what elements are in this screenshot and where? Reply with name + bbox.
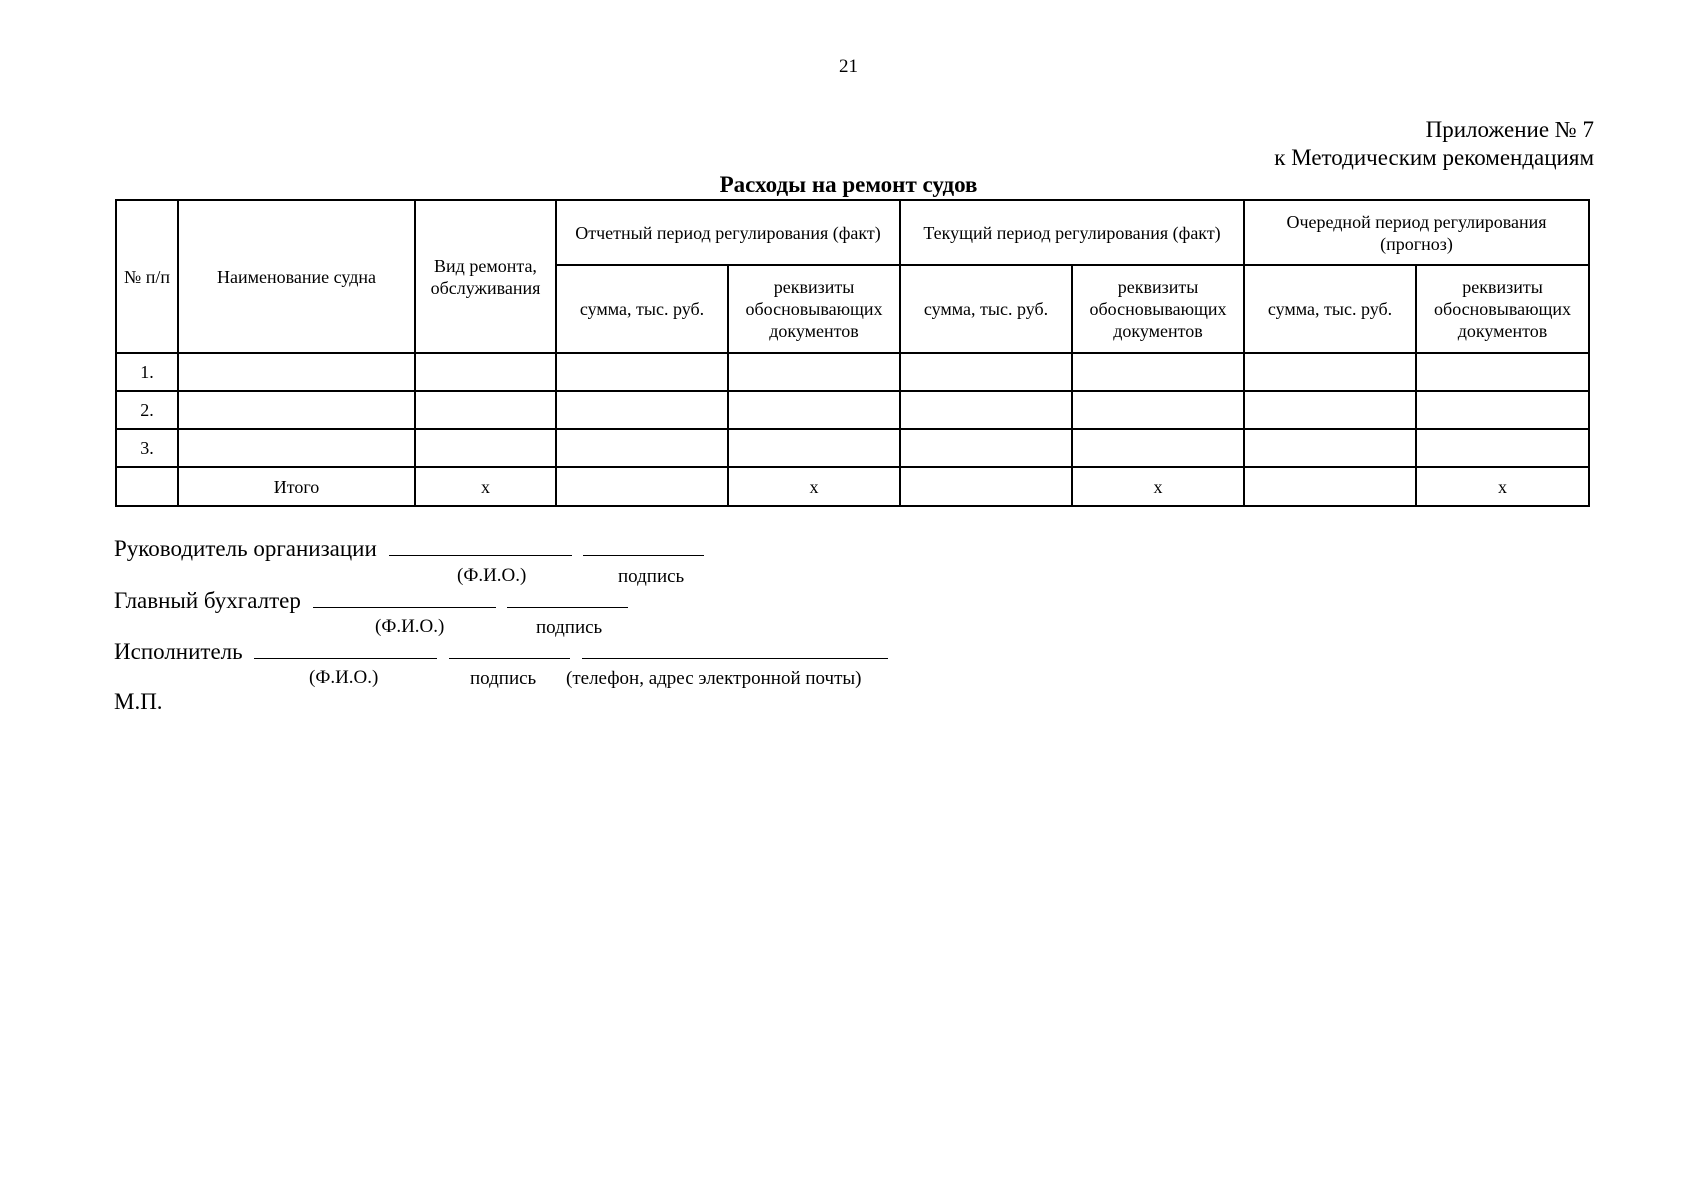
subheader-documents: реквизиты обосновывающих документов [1416, 265, 1589, 353]
stamp-mark: М.П. [114, 689, 163, 714]
appendix-line-1: Приложение № 7 [1425, 117, 1594, 142]
table-cell [1244, 391, 1416, 429]
table-row [116, 353, 1589, 391]
page-number: 21 [839, 56, 858, 77]
table-cell [556, 353, 728, 391]
table-cell [900, 391, 1072, 429]
table-cell [1416, 429, 1589, 467]
table-cell [728, 429, 900, 467]
row-number: 2. [116, 391, 178, 429]
table-cell [1244, 429, 1416, 467]
row-number: 1. [116, 353, 178, 391]
appendix-line-2: к Методическим рекомендациям [1274, 145, 1594, 170]
table-cell [178, 429, 415, 467]
fio-blank [254, 638, 437, 659]
signature-blank [507, 587, 628, 608]
table-cell [415, 429, 556, 467]
subheader-documents: реквизиты обосновывающих документов [728, 265, 900, 353]
table-cell [1072, 391, 1244, 429]
subheader-documents: реквизиты обосновывающих документов [1072, 265, 1244, 353]
table-cell [900, 467, 1072, 506]
table-cell [556, 467, 728, 506]
subheader-sum: сумма, тыс. руб. [900, 265, 1072, 353]
subheader-sum: сумма, тыс. руб. [556, 265, 728, 353]
cross-mark: х [1072, 467, 1244, 506]
signature-blank [449, 638, 570, 659]
table-cell [1244, 353, 1416, 391]
fio-caption: (Ф.И.О.) [375, 616, 445, 637]
table-header-row [116, 200, 1589, 265]
table-cell [1244, 467, 1416, 506]
table-cell [116, 467, 178, 506]
header-current-period: Текущий период регулирования (факт) [900, 200, 1244, 265]
header-next-period: Очередной период регулирования (прогноз) [1244, 200, 1589, 265]
table-cell [900, 429, 1072, 467]
document-title: Расходы на ремонт судов [719, 172, 978, 197]
total-row [116, 467, 1589, 506]
signature-caption: подпись [618, 566, 685, 587]
table-cell [178, 391, 415, 429]
table-cell [415, 391, 556, 429]
table-cell [1072, 429, 1244, 467]
executor-label: Исполнитель [114, 639, 243, 664]
contact-caption: (телефон, адрес электронной почты) [566, 668, 862, 689]
total-label: Итого [178, 467, 415, 506]
table-cell [1416, 391, 1589, 429]
chief-accountant-signature-line [114, 587, 628, 614]
signature-caption: подпись [536, 617, 603, 638]
table-cell [556, 429, 728, 467]
repair-expenses-table [115, 199, 1590, 507]
table-cell [556, 391, 728, 429]
table-row [116, 429, 1589, 467]
table-row [116, 391, 1589, 429]
fio-blank [389, 535, 572, 556]
fio-caption: (Ф.И.О.) [309, 667, 379, 688]
header-vessel-name: Наименование судна [178, 200, 415, 353]
signature-blank [583, 535, 704, 556]
head-label: Руководитель организации [114, 536, 377, 561]
signature-caption: подпись [470, 668, 537, 689]
appendix-reference [1274, 116, 1594, 172]
chief-accountant-label: Главный бухгалтер [114, 588, 301, 613]
contact-blank [582, 638, 888, 659]
fio-caption: (Ф.И.О.) [457, 565, 527, 586]
cross-mark: х [728, 467, 900, 506]
header-number: № п/п [116, 200, 178, 353]
table-cell [728, 391, 900, 429]
table-cell [728, 353, 900, 391]
cross-mark: х [415, 467, 556, 506]
table-cell [415, 353, 556, 391]
cross-mark: х [1416, 467, 1589, 506]
table-cell [1416, 353, 1589, 391]
table-cell [900, 353, 1072, 391]
table-cell [1072, 353, 1244, 391]
subheader-sum: сумма, тыс. руб. [1244, 265, 1416, 353]
fio-blank [313, 587, 496, 608]
executor-signature-line [114, 638, 888, 665]
header-repair-type: Вид ремонта, обслуживания [415, 200, 556, 353]
head-signature-line [114, 535, 704, 562]
row-number: 3. [116, 429, 178, 467]
table-cell [178, 353, 415, 391]
header-reporting-period: Отчетный период регулирования (факт) [556, 200, 900, 265]
